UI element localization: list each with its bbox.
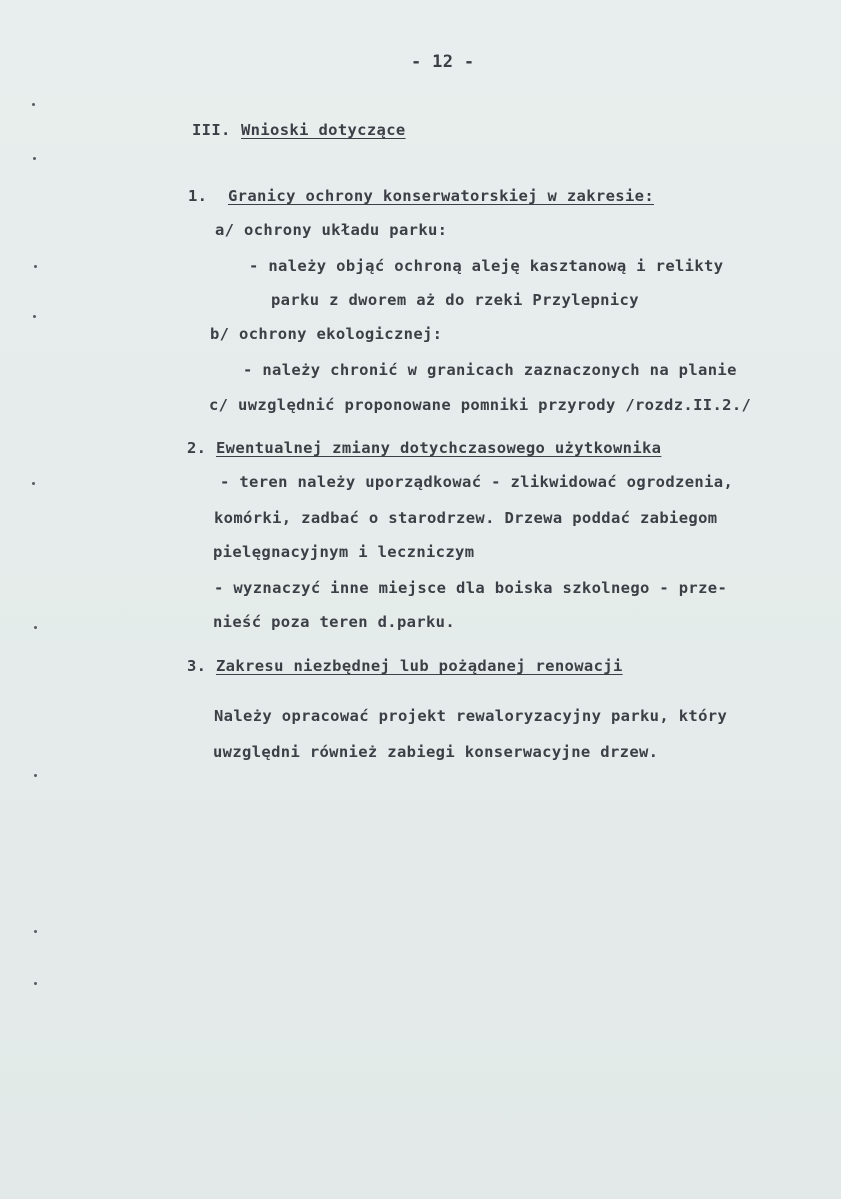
item-3-title: Zakresu niezbędnej lub pożądanej renowacji <box>216 657 623 675</box>
margin-mark <box>33 157 36 160</box>
margin-mark <box>34 930 37 933</box>
item-2-line-2: komórki, zadbać o starodrzew. Drzewa poddać zabiegom <box>214 509 718 527</box>
margin-mark <box>34 265 37 268</box>
item-3-number: 3. <box>187 657 207 675</box>
item-2-number: 2. <box>187 439 207 457</box>
item-1b: b/ ochrony ekologicznej: <box>210 325 443 343</box>
margin-mark <box>34 626 37 629</box>
section-heading-number: III. <box>192 121 231 139</box>
item-1a-line-2: parku z dworem aż do rzeki Przylepnicy <box>271 291 639 309</box>
page-number: - 12 - <box>411 52 475 72</box>
item-2-line-5: nieść poza teren d.parku. <box>213 613 456 631</box>
item-1b-line-1: - należy chronić w granicach zaznaczonych na planie <box>243 361 737 379</box>
item-2-line-4: - wyznaczyć inne miejsce dla boiska szkolnego - prze- <box>214 579 728 597</box>
margin-mark <box>34 982 37 985</box>
item-1a: a/ ochrony układu parku: <box>215 221 448 239</box>
section-heading: Wnioski dotyczące <box>241 121 406 139</box>
item-2-line-1: - teren należy uporządkować - zlikwidować ogrodzenia, <box>220 473 734 491</box>
item-1a-line-1: - należy objąć ochroną aleję kasztanową i relikty <box>249 257 724 275</box>
margin-mark <box>32 103 35 106</box>
item-3-line-1: Należy opracować projekt rewaloryzacyjny parku, który <box>214 707 728 725</box>
margin-mark <box>34 774 37 777</box>
item-3-line-2: uwzględni również zabiegi konserwacyjne drzew. <box>213 743 659 761</box>
margin-mark <box>32 482 35 485</box>
item-1-number: 1. <box>188 187 208 205</box>
margin-mark <box>33 315 36 318</box>
item-2-line-3: pielęgnacyjnym i leczniczym <box>213 543 475 561</box>
item-2-title: Ewentualnej zmiany dotychczasowego użytkownika <box>216 439 662 457</box>
item-1c: c/ uwzględnić proponowane pomniki przyrody /rozdz.II.2./ <box>209 396 752 414</box>
item-1-title: Granicy ochrony konserwatorskiej w zakresie: <box>228 187 654 205</box>
